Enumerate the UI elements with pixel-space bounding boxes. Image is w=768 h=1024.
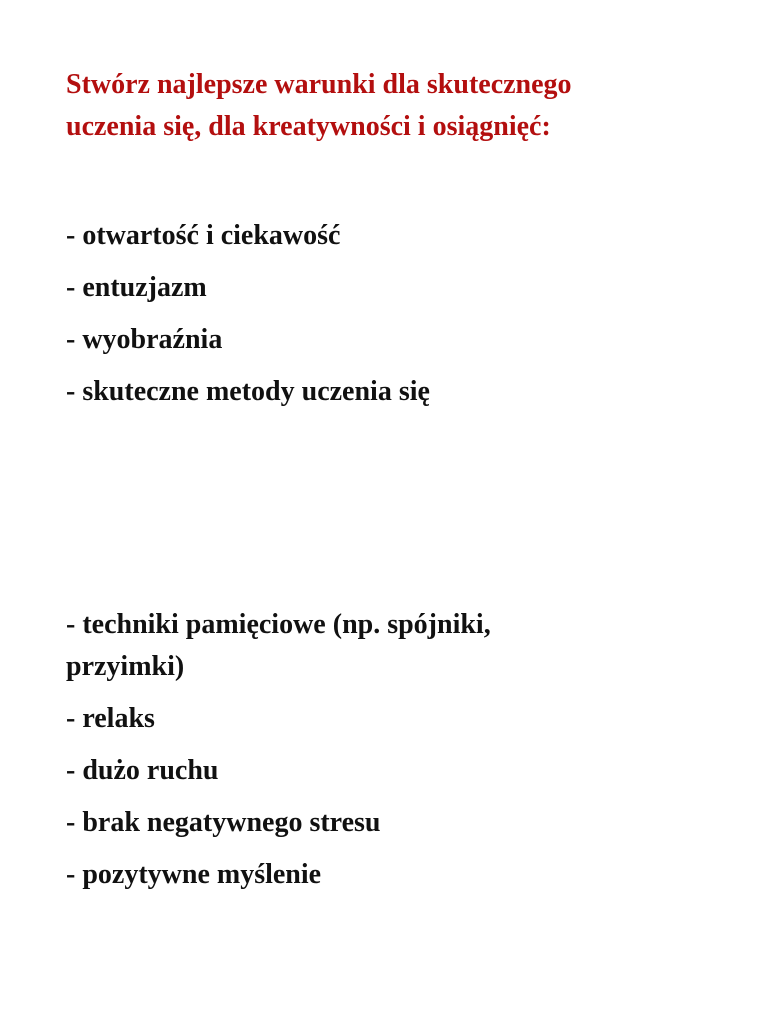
list-item-line-1: - techniki pamięciowe (np. spójniki,	[66, 609, 491, 640]
list-item	[66, 604, 706, 693]
list-item: - skuteczne metody uczenia się	[66, 376, 430, 407]
list-item-line-2: przyimki)	[66, 651, 185, 682]
conditions-list-1	[66, 210, 706, 418]
list-item: - otwartość i ciekawość	[66, 220, 341, 251]
list-item: - entuzjazm	[66, 272, 207, 303]
list-item: - wyobraźnia	[66, 324, 223, 355]
list-item: - pozytywne myślenie	[66, 859, 322, 890]
heading-line-1: Stwórz najlepsze warunki dla skutecznego	[66, 69, 572, 100]
conditions-list-2	[66, 604, 706, 901]
list-item: - brak negatywnego stresu	[66, 807, 381, 838]
heading-line-2: uczenia się, dla kreatywności i osiągnięć:	[66, 111, 551, 142]
document-heading	[66, 64, 726, 148]
list-item: - relaks	[66, 703, 155, 734]
list-item: - dużo ruchu	[66, 755, 219, 786]
